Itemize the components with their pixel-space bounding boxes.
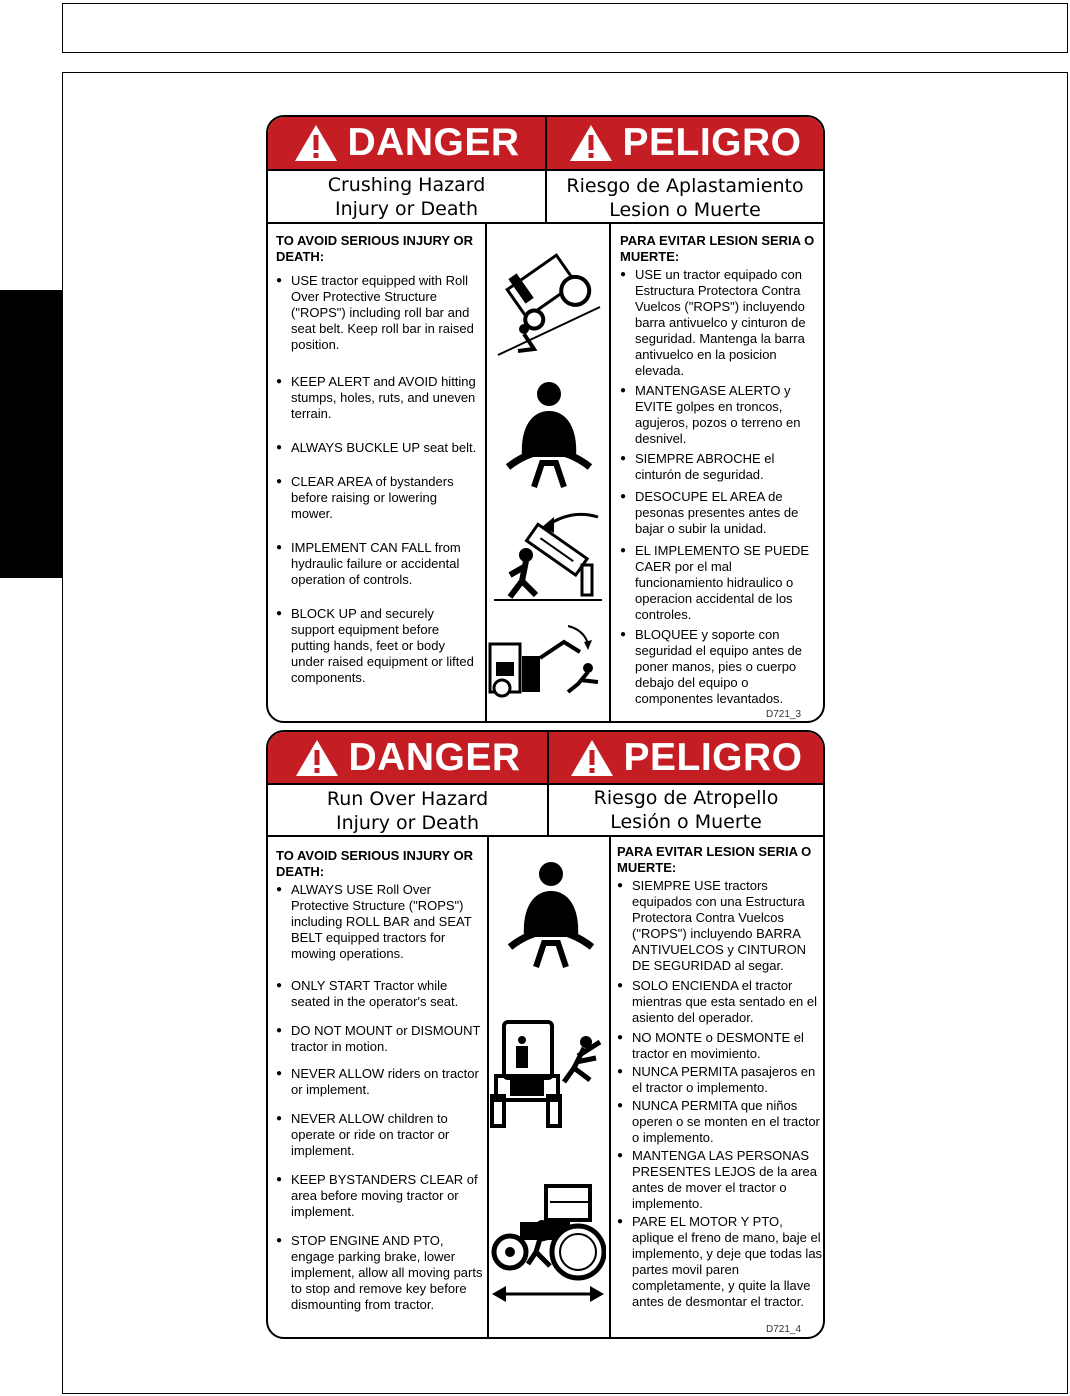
list-item: ● ALWAYS BUCKLE UP seat belt. <box>276 440 480 456</box>
list-item: ● DO NOT MOUNT or DISMOUNT tractor in motion. <box>276 1023 483 1055</box>
list-item: ● EL IMPLEMENTO SE PUEDE CAER por el mal funcionamiento hidraulico o operacion accidental de los controles. <box>620 543 822 623</box>
divider <box>609 835 611 1339</box>
peligro-label: PELIGRO <box>622 121 802 164</box>
page-header-box <box>62 3 1068 53</box>
rollover-icon <box>494 237 604 367</box>
danger-label: DANGER <box>347 121 520 164</box>
list-item: ● NO MONTE o DESMONTE el tractor en movimiento. <box>617 1030 824 1062</box>
hazard-line: Lesion o Muerte <box>609 199 761 221</box>
list-item: ● NEVER ALLOW riders on tractor or implement. <box>276 1066 483 1098</box>
danger-banner <box>268 117 545 169</box>
falling-implement-icon <box>492 505 604 605</box>
list-item: ● SIEMPRE ABROCHE el cinturón de seguridad. <box>620 451 822 483</box>
list-item: ● BLOCK UP and securely support equipment before putting hands, feet or body under raised equipment or lifted components. <box>276 606 480 686</box>
instructions-intro: TO AVOID SERIOUS INJURY OR DEATH: <box>276 848 473 879</box>
danger-banner <box>268 732 547 784</box>
instructions-es <box>617 844 824 1310</box>
hazard-title-es <box>549 786 823 834</box>
mower-bystander-icon <box>490 1182 606 1312</box>
instructions-es <box>620 233 822 707</box>
list-item: ● PARE EL MOTOR Y PTO, aplique el freno de mano, baje el implemento, y deje que todas las partes movil paren completamente, y quite la llave antes de desmontar el tractor. <box>617 1214 824 1310</box>
decal-code: D721_3 <box>766 709 802 720</box>
peligro-label: PELIGRO <box>623 736 803 779</box>
divider <box>609 222 611 723</box>
section-side-tab <box>0 290 63 578</box>
list-item: ● ONLY START Tractor while seated in the operator's seat. <box>276 978 483 1010</box>
divider <box>268 169 825 171</box>
seatbelt-operator-icon <box>504 377 594 489</box>
instructions-en <box>276 848 483 1313</box>
hazard-line: Riesgo de Atropello <box>593 787 779 809</box>
runover-icon <box>490 1018 606 1130</box>
list-item: ● SOLO ENCIENDA el tractor mientras que esta sentado en el asiento del operador. <box>617 978 824 1026</box>
list-item: ● ALWAYS USE Roll Over Protective Structure ("ROPS") including ROLL BAR and SEAT BELT equipped tractors for mowing operations. <box>276 882 483 962</box>
hazard-title-en <box>268 787 547 835</box>
decal-code: D721_4 <box>766 1324 802 1335</box>
list-item: ● CLEAR AREA of bystanders before raising or lowering mower. <box>276 474 480 522</box>
instructions-intro: TO AVOID SERIOUS INJURY OR DEATH: <box>276 233 473 264</box>
list-item: ● MANTENGA LAS PERSONAS PRESENTES LEJOS de la area antes de mover el tractor o implemento. <box>617 1148 824 1212</box>
list-item: ● USE tractor equipped with Roll Over Protective Structure ("ROPS") including roll bar and seat belt. Keep roll bar in raised position. <box>276 273 480 353</box>
warning-triangle-icon <box>293 123 339 163</box>
list-item: ● STOP ENGINE AND PTO, engage parking brake, lower implement, allow all moving parts to stop and remove key before dismounting from tractor. <box>276 1233 483 1313</box>
hazard-line: Injury or Death <box>335 198 478 220</box>
list-item: ● KEEP ALERT and AVOID hitting stumps, holes, ruts, and uneven terrain. <box>276 374 480 422</box>
instructions-en <box>276 233 480 686</box>
danger-decal-runover <box>266 730 825 1339</box>
hazard-line: Run Over Hazard <box>326 788 489 810</box>
divider <box>485 222 487 723</box>
hazard-line: Injury or Death <box>336 812 479 834</box>
divider <box>487 835 489 1339</box>
hazard-title-en <box>268 173 545 221</box>
danger-decal-crushing <box>266 115 825 723</box>
raised-equipment-icon <box>488 622 606 698</box>
warning-triangle-icon <box>569 738 615 778</box>
instructions-intro: PARA EVITAR LESION SERIA O MUERTE: <box>620 233 815 264</box>
list-item: ● NEVER ALLOW children to operate or ride on tractor or implement. <box>276 1111 483 1159</box>
list-item: ● NUNCA PERMITA pasajeros en el tractor o implemento. <box>617 1064 824 1096</box>
divider <box>268 783 825 785</box>
hazard-line: Crushing Hazard <box>327 174 486 196</box>
divider <box>268 835 825 837</box>
divider <box>268 222 825 224</box>
list-item: ● IMPLEMENT CAN FALL from hydraulic failure or accidental operation of controls. <box>276 540 480 588</box>
hazard-line: Lesión o Muerte <box>610 811 762 833</box>
warning-triangle-icon <box>568 123 614 163</box>
hazard-line: Riesgo de Aplastamiento <box>566 175 804 197</box>
list-item: ● KEEP BYSTANDERS CLEAR of area before moving tractor or implement. <box>276 1172 483 1220</box>
warning-triangle-icon <box>294 738 340 778</box>
list-item: ● NUNCA PERMITA que niños operen o se monten en el tractor o implemento. <box>617 1098 824 1146</box>
list-item: ● MANTENGASE ALERTO y EVITE golpes en troncos, agujeros, pozos o terreno en desnivel. <box>620 383 822 447</box>
peligro-banner <box>549 732 823 784</box>
danger-label: DANGER <box>348 736 521 779</box>
list-item: ● DESOCUPE EL AREA de pesonas presentes antes de bajar o subir la unidad. <box>620 489 822 537</box>
hazard-title-es <box>547 174 823 222</box>
seatbelt-operator-icon <box>506 857 596 969</box>
list-item: ● BLOQUEE y soporte con seguridad el equipo antes de poner manos, pies o cuerpo debajo del equipo o componentes levantados. <box>620 627 822 707</box>
peligro-banner <box>547 117 823 169</box>
instructions-intro: PARA EVITAR LESION SERIA O MUERTE: <box>617 844 812 875</box>
list-item: ● USE un tractor equipado con Estructura Protectora Contra Vuelcos ("ROPS") incluyendo barra antivuelco y cinturon de seguridad. Mantenga la barra antivuelco en la posicion elevada. <box>620 267 822 379</box>
list-item: ● SIEMPRE USE tractors equipados con una Estructura Protectora Contra Vuelcos ("ROPS") incluyendo BARRA ANTIVUELCOS y CINTURON DE SEGURIDAD al segar. <box>617 878 824 974</box>
